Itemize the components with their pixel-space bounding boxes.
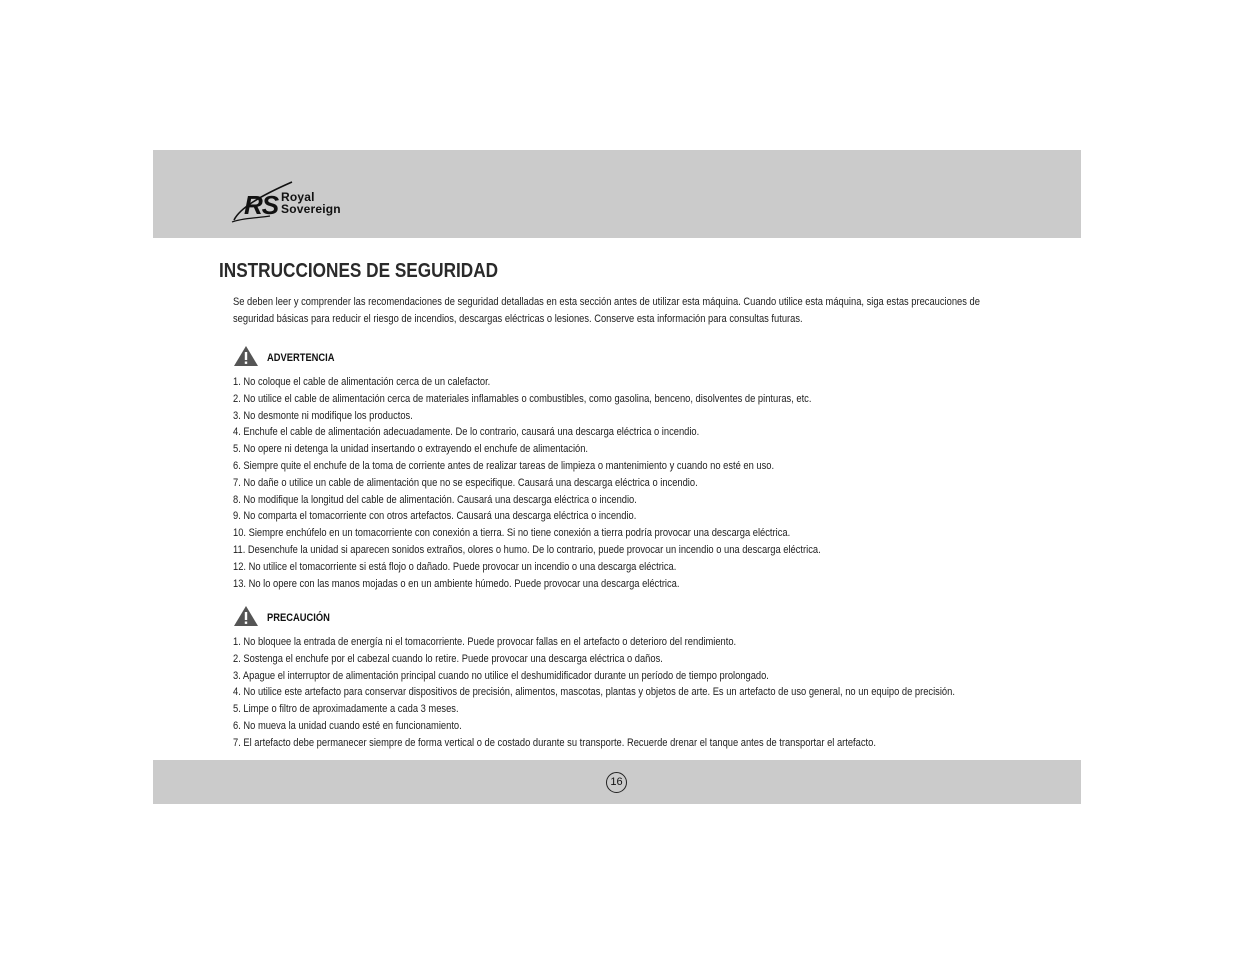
warning-label: ADVERTENCIA [267, 352, 335, 364]
caution-label: PRECAUCIÓN [267, 612, 330, 624]
caution-list [233, 634, 1082, 752]
brand-wordmark [281, 191, 341, 215]
svg-text:RS: RS [244, 190, 279, 220]
caution-item: 7. El artefacto debe permanecer siempre de forma vertical o de costado durante su transporte. Recuerde drenar el tanque antes de transportar el artefacto. [233, 736, 876, 749]
warning-item: 5. No opere ni detenga la unidad insertando o extrayendo el enchufe de alimentación. [233, 443, 589, 456]
brand-line1: Royal [281, 190, 315, 204]
warning-triangle-icon [233, 345, 259, 367]
warning-item: 10. Siempre enchúfelo en un tomacorriente con conexión a tierra. Si no tiene conexión a tierra podría provocar una descarga eléctrica. [233, 527, 791, 540]
warning-item: 7. No dañe o utilice un cable de alimentación que no se especifique. Causará una descarga eléctrica o incendio. [233, 476, 698, 489]
warning-item: 13. No lo opere con las manos mojadas o en un ambiente húmedo. Puede provocar una descarga eléctrica. [233, 577, 680, 590]
warning-item: 2. No utilice el cable de alimentación cerca de materiales inflamables o combustibles, como gasolina, benceno, disolventes de pinturas, etc. [233, 392, 812, 405]
warning-item: 6. Siempre quite el enchufe de la toma de corriente antes de realizar tareas de limpieza o mantenimiento y cuando no esté en uso. [233, 459, 775, 472]
warning-item: 8. No modifique la longitud del cable de alimentación. Causará una descarga eléctrica o incendio. [233, 493, 637, 506]
warning-item: 1. No coloque el cable de alimentación cerca de un calefactor. [233, 376, 491, 388]
caution-item: 1. No bloquee la entrada de energía ni el tomacorriente. Puede provocar fallas en el artefacto o deterioro del rendimiento. [233, 636, 737, 648]
warning-item: 4. Enchufe el cable de alimentación adecuadamente. De lo contrario, causará una descarga eléctrica o incendio. [233, 426, 700, 439]
warning-triangle-icon [233, 605, 259, 627]
brand-line2: Sovereign [281, 202, 341, 216]
caution-item: 5. Limpe o filtro de aproximadamente a cada 3 meses. [233, 703, 459, 716]
page-title: INSTRUCCIONES DE SEGURIDAD [219, 260, 499, 282]
page-number: 16 [606, 772, 627, 793]
caution-item: 4. No utilice este artefacto para conservar dispositivos de precisión, alimentos, mascotas, plantas y objetos de arte. Es un artefacto de uso general, no un equipo de precisión. [233, 686, 955, 699]
warning-item: 9. No comparta el tomacorriente con otros artefactos. Causará una descarga eléctrica o incendio. [233, 510, 637, 523]
warning-item: 11. Desenchufe la unidad si aparecen sonidos extraños, olores o humo. De lo contrario, puede provocar un incendio o una descarga eléctrica. [233, 543, 821, 556]
warning-list [233, 374, 924, 592]
warning-item: 3. No desmonte ni modifique los productos. [233, 409, 413, 422]
caution-item: 3. Apague el interruptor de alimentación principal cuando no utilice el deshumidificador durante un período de tiempo prolongado. [233, 669, 769, 682]
caution-item: 6. No mueva la unidad cuando esté en funcionamiento. [233, 719, 462, 732]
warning-item: 12. No utilice el tomacorriente si está flojo o dañado. Puede provocar un incendio o una descarga eléctrica. [233, 560, 677, 573]
intro-paragraph: Se deben leer y comprender las recomendaciones de seguridad detalladas en esta sección antes de utilizar esta máquina. Cuando utilice esta máquina, siga estas precauciones de seguridad básicas para reducir el riesgo de incendios, descargas eléctricas o lesiones. Conserve esta información para consultas futuras. [233, 296, 980, 325]
caution-item: 2. Sostenga el enchufe por el cabezal cuando lo retire. Puede provocar una descarga eléctrica o daños. [233, 652, 663, 665]
